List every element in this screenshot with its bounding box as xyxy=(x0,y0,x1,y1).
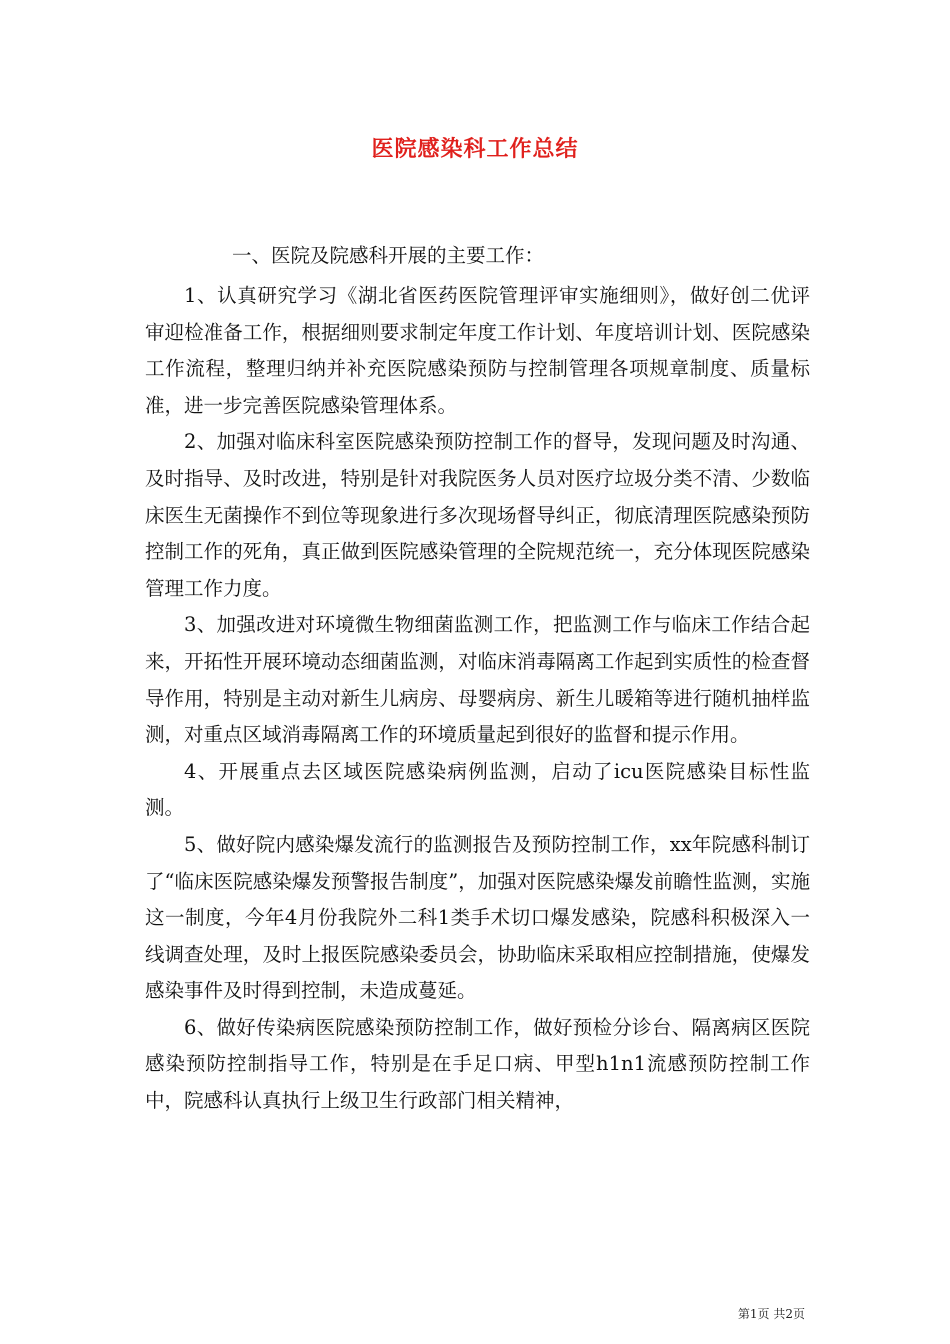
page-number-footer: 第1页 共2页 xyxy=(737,1307,805,1321)
document-body xyxy=(145,278,810,1120)
paragraph-2: 2、加强对临床科室医院感染预防控制工作的督导，发现问题及时沟通、及时指导、及时改进，特别是针对我院医务人员对医疗垃圾分类不清、少数临床医生无菌操作不到位等现象进行多次现场督导纠正，彻底清理医院感染预防控制工作的死角，真正做到医院感染管理的全院规范统一，充分体现医院感染管理工作力度。 xyxy=(145,430,810,600)
paragraph-4: 4、开展重点去区域医院感染病例监测，启动了icu医院感染目标性监测。 xyxy=(145,759,810,820)
paragraph-1: 1、认真研究学习《湖北省医药医院管理评审实施细则》，做好创二优评审迎检准备工作，根据细则要求制定年度工作计划、年度培训计划、医院感染工作流程，整理归纳并补充医院感染预防与控制管理各项规章制度、质量标准，进一步完善医院感染管理体系。 xyxy=(145,284,810,417)
section-heading: 一、医院及院感科开展的主要工作： xyxy=(232,244,545,267)
document-title: 医院感染科工作总结 xyxy=(371,136,579,162)
paragraph-6: 6、做好传染病医院感染预防控制工作，做好预检分诊台、隔离病区医院感染预防控制指导工作，特别是在手足口病、甲型h1n1流感预防控制工作中，院感科认真执行上级卫生行政部门相关精神， xyxy=(145,1015,810,1113)
paragraph-5: 5、做好院内感染爆发流行的监测报告及预防控制工作，xx年院感科制订了“临床医院感染爆发预警报告制度”，加强对医院感染爆发前瞻性监测，实施这一制度，今年4月份我院外二科1类手术切口爆发感染，院感科积极深入一线调查处理，及时上报医院感染委员会，协助临床采取相应控制措施，使爆发感染事件及时得到控制，未造成蔓延。 xyxy=(145,832,810,1003)
paragraph-3: 3、加强改进对环境微生物细菌监测工作，把监测工作与临床工作结合起来，开拓性开展环境动态细菌监测，对临床消毒隔离工作起到实质性的检查督导作用，特别是主动对新生儿病房、母婴病房、新生儿暖箱等进行随机抽样监测，对重点区域消毒隔离工作的环境质量起到很好的监督和提示作用。 xyxy=(145,613,810,747)
